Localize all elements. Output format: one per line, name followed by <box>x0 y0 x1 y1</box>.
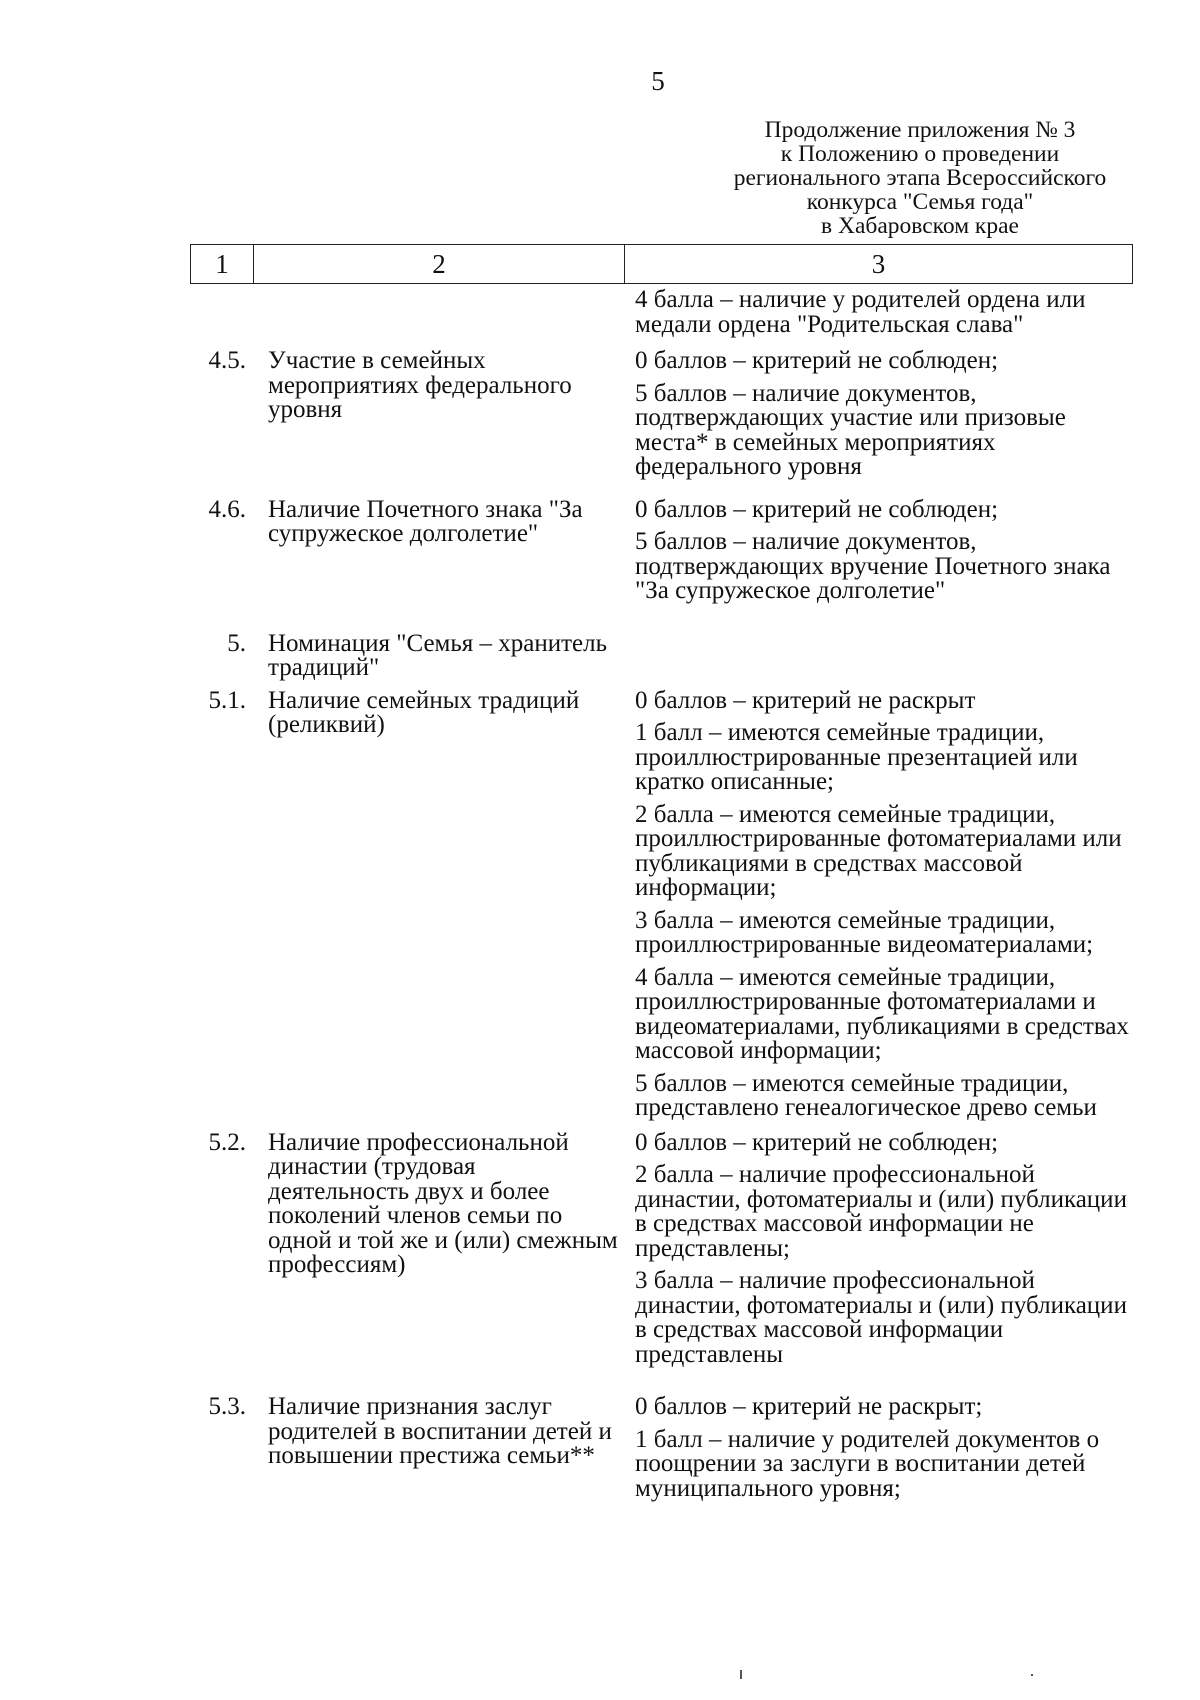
table-row <box>190 624 1133 681</box>
criterion-number: 5.3. <box>208 1393 246 1420</box>
criterion-name: Номинация "Семья – хранитель традиций" <box>268 629 608 681</box>
score-description: 0 баллов – критерий не соблюден; <box>635 347 999 374</box>
score-description: 5 баллов – наличие документов, подтверждающих участие или призовые места* в семейных мероприятиях федерального уровня <box>635 379 1066 480</box>
criterion-number: 4.6. <box>208 495 246 523</box>
criterion-scores <box>622 681 1133 1121</box>
score-description: 1 балл – наличие у родителей документов о поощрении за заслуги в воспитании детей муниципального уровня; <box>635 1425 1100 1502</box>
table-row <box>190 288 1133 337</box>
criterion-number: 5. <box>227 629 246 657</box>
column-header: 1 <box>191 245 254 283</box>
scan-speck <box>1031 1674 1033 1676</box>
scan-speck <box>740 1670 742 1679</box>
appendix-header-line: конкурса "Семья года" <box>806 189 1034 215</box>
appendix-header-line: в Хабаровском крае <box>821 213 1019 239</box>
criterion-scores <box>622 490 1133 604</box>
appendix-header-line: к Положению о проведении <box>780 141 1060 167</box>
score-description: 0 баллов – критерий не соблюден; <box>635 495 999 523</box>
criterion-name: Наличие признания заслуг родителей в воспитании детей и повышении престижа семьи** <box>268 1393 612 1469</box>
criterion-number <box>190 288 252 337</box>
score-description: 5 баллов – имеются семейные традиции, представлено генеалогическое древо семьи <box>635 1069 1097 1121</box>
score-description: 4 балла – наличие у родителей ордена или медали ордена "Родительская слава" <box>635 286 1086 338</box>
table-row <box>190 1387 1133 1501</box>
column-header: 3 <box>871 248 886 279</box>
criterion-number: 5.1. <box>208 686 246 714</box>
criterion-scores <box>622 1387 1133 1501</box>
criterion-scores <box>622 341 1133 480</box>
score-description: 2 балла – наличие профессиональной династии, фотоматериалы и (или) публикации в средствах массовой информации не представлены; <box>635 1161 1127 1262</box>
criterion-scores <box>622 1123 1133 1368</box>
criterion-name: Наличие Почетного знака "За супружеское долголетие" <box>268 495 583 547</box>
score-description: 3 балла – наличие профессиональной династии, фотоматериалы и (или) публикации в средствах массовой информации представлены <box>635 1267 1127 1368</box>
criterion-name: Участие в семейных мероприятиях федерального уровня <box>268 347 572 423</box>
appendix-header-line: регионального этапа Всероссийского <box>733 165 1107 191</box>
criterion-scores <box>622 624 1133 681</box>
score-description: 0 баллов – критерий не раскрыт <box>635 686 976 714</box>
criterion-number: 5.2. <box>208 1128 246 1156</box>
score-description: 0 баллов – критерий не раскрыт; <box>635 1393 983 1420</box>
score-description: 5 баллов – наличие документов, подтверждающих вручение Почетного знака "За супружеское долголетие" <box>635 528 1111 604</box>
score-description: 4 балла – имеются семейные традиции, проиллюстрированные фотоматериалами и видеоматериалами, публикациями в средствах массовой информации; <box>635 963 1129 1064</box>
score-description: 1 балл – имеются семейные традиции, проиллюстрированные презентацией или кратко описанные; <box>635 719 1078 795</box>
table-row <box>190 681 1133 1121</box>
score-description: 2 балла – имеются семейные традиции, проиллюстрированные фотоматериалами или публикациями в средствах массовой информации; <box>635 800 1122 901</box>
table-header-row <box>190 244 1133 284</box>
page-number: 5 <box>651 66 665 96</box>
score-description: 0 баллов – критерий не соблюден; <box>635 1128 999 1156</box>
criterion-name <box>252 288 622 337</box>
table-row <box>190 490 1133 604</box>
appendix-header-line: Продолжение приложения № 3 <box>764 117 1076 143</box>
appendix-header <box>725 118 1115 238</box>
score-description: 3 балла – имеются семейные традиции, проиллюстрированные видеоматериалами; <box>635 906 1094 958</box>
criterion-scores <box>622 288 1133 337</box>
criterion-name: Наличие семейных традиций (реликвий) <box>268 686 580 738</box>
criterion-name: Наличие профессиональной династии (трудовая деятельность двух и более поколений членов семьи по одной и той же и (или) смежным профессиям) <box>268 1128 618 1278</box>
criteria-table <box>190 288 1133 1501</box>
table-row <box>190 341 1133 480</box>
column-header: 2 <box>254 245 625 283</box>
criterion-number: 4.5. <box>208 347 246 374</box>
table-row <box>190 1123 1133 1368</box>
